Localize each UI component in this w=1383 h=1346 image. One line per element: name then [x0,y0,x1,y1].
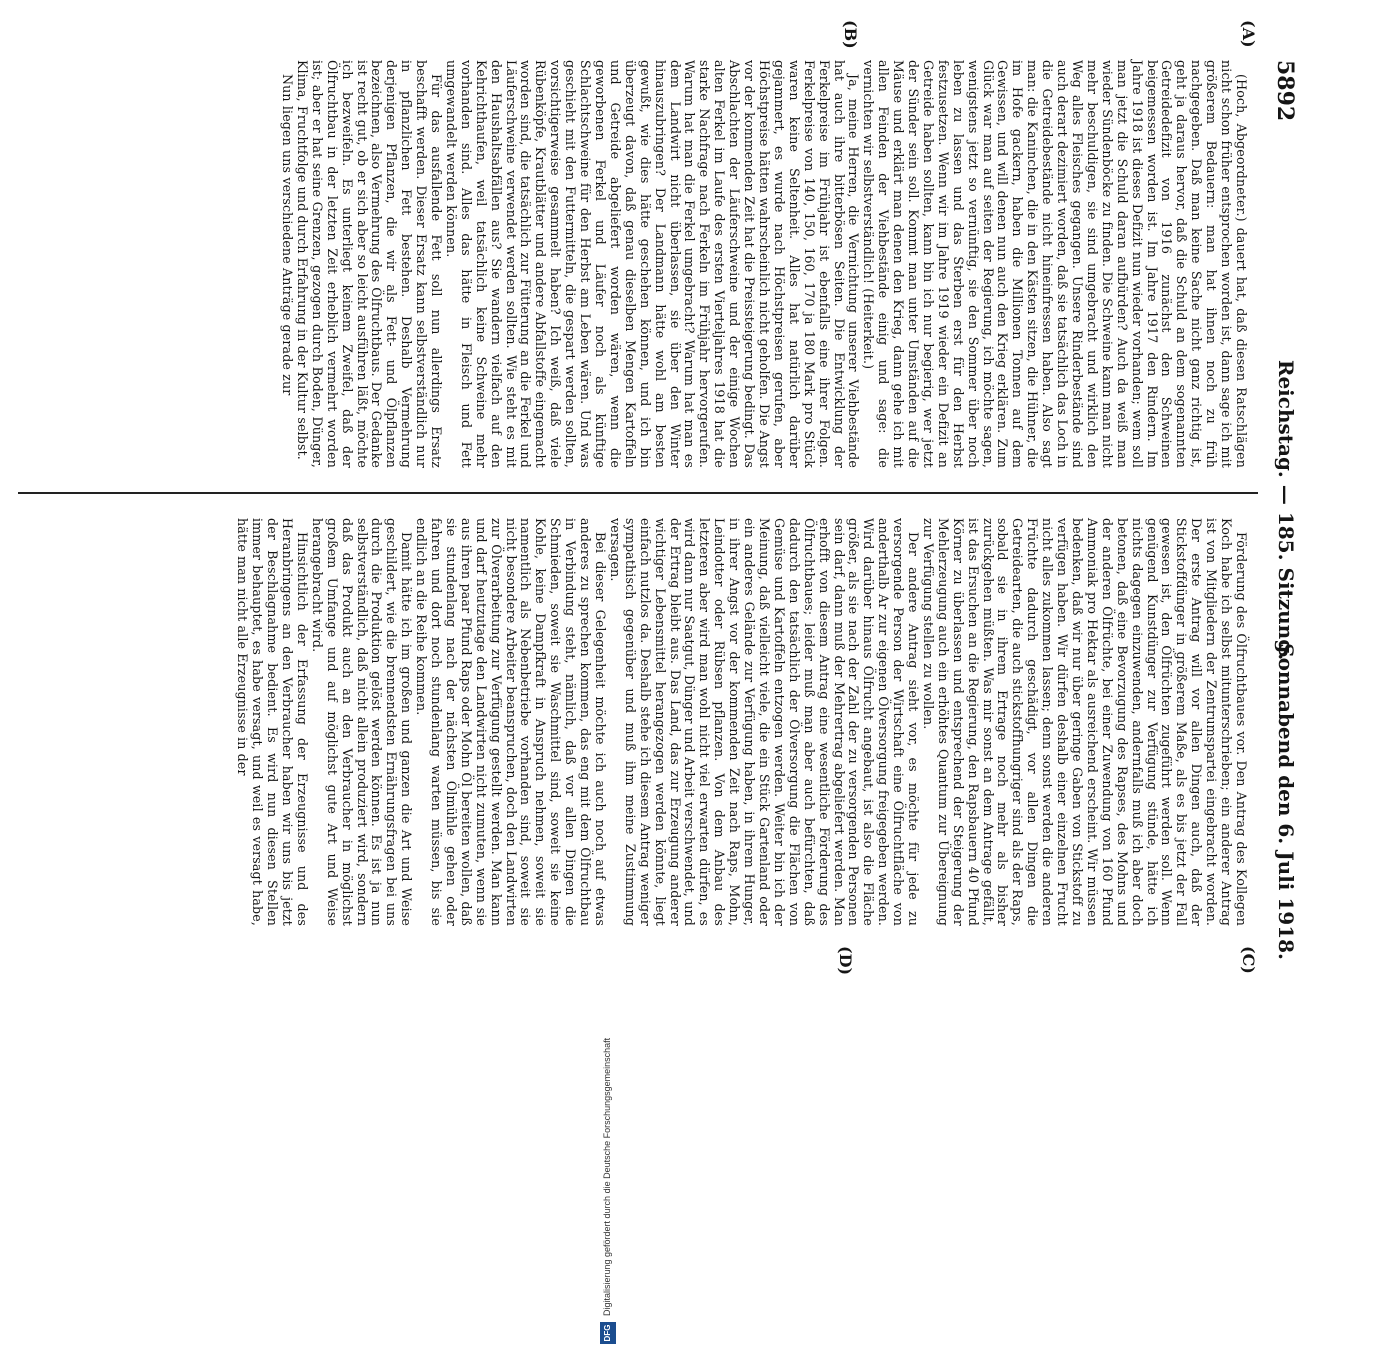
paragraph: Damit hätte ich im großen und ganzen die Art und Weise geschildert, wie die brennendsten Ernährungsfragen bei uns durch die Produktion gelöst werden können. Es ist ja nun selbstverständlich, daß nicht allein produziert wird, sondern daß das Produkt auch an den Verbraucher in möglichst großem Umfange und auf möglichst gute Art und Weise herangebracht wird. [309,518,415,926]
running-title: Reichstag. — 185. Sitzung. [1274,359,1298,661]
paragraph: Der andere Antrag sieht vor, es möchte für jede zu versorgende Person der Wirtschaft eine Ölfruchtfläche von anderthalb Ar zur eigenen Ölversorgung freigegeben werden. Wird darüber hinaus Ölfrucht angebaut, ist also die Fläche größer, als sie nach der Zahl der zu versorgenden Personen sein darf, dann muß der Mehrertrag abgeliefert werden. Man erhofft von diesem Antrag eine wesentliche Förderung des Ölfruchtbaues; leider muß man aber auch befürchten, daß dadurch den tatsächlich der Ölversorgung die Flächen von Gemüse und Kartoffeln entzogen werden. Weiter bin ich der Meinung, daß vielleicht viele, die ein Stück Gartenland oder ein anderes Gelände zur Verfügung haben, in ihrem Hunger, in ihrer Angst vor der kommenden Zeit nach Raps, Mohn, Leindotter oder Rübsen pflanzen. Von dem Anbau des letzteren aber wird man wohl nicht viel erwarten dürfen, es wird dann nur Saatgut, Dünger und Arbeit verschwendet, und der Ertrag bleibt aus. Das Land, das zur Erzeugung anderer wichtiger Lebensmittel herangezogen werden könnte, liegt einfach nutzlos da. Deshalb stehe ich diesem Antrag weniger sympathisch gegenüber und muß ihm meine Zustimmung versagen. [607,518,922,926]
credit-text: Digitalisierung gefördert durch die Deutsche Forschungsgemeinschaft [602,1037,612,1316]
margin-mark-b: (B) [841,20,860,49]
paragraph: Nun liegen uns verschiedene Anträge gerade zur [280,74,295,396]
page-header [1258,60,1298,960]
digitization-credit [600,346,620,1346]
paragraph: Förderung des Ölfruchtbaues vor. Den Antrag des Kollegen Koch habe ich selbst mitunterschrieben; ein anderer Antrag ist von Mitgliedern der Zentrumspartei eingebracht worden. Der erste Antrag will vor allen Dingen auch, daß der Stickstoffdünger in größerem Maße, als es bis jetzt der Fall gewesen ist, den Ölfrüchten zugeführt werden soll. Wenn genügend Kunstdünger zur Verfügung stünde, hätte ich nichts dagegen einzuwenden, andernfalls muß ich aber doch betonen, daß eine Bevorzugung des Rapses, des Mohns und der anderen Ölfrüchte, bei einer Zuwendung von 160 Pfund Ammoniak pro Hektar als ausreichend erscheint. Wir müssen bedenken, daß wir nur über geringe Gaben von Stickstoff zu verfügen haben. Wir dürfen deshalb einer einzelnen Frucht nicht alles zukommen lassen; denn sonst werden die anderen Früchte dadurch geschädigt, vor allen Dingen die Getreidearten, die auch stickstoffhungriger sind als der Raps, sobald sie in ihrem Ertrage noch mehr als bisher zurückgehen müßten. Was mir sonst an dem Antrage gefällt, ist das Ersuchen an die Regierung, den Rapsbauern 40 Pfund Körner zu überlassen und entsprechend der Steigerung der Mehlerzeugung auch ein erhöhtes Quantum zur Übereignung zur Verfügung stellen zu wollen. [920,518,1249,926]
paragraph: (Hoch, Abgeordneter.) dauert hat, daß diesen Ratschlägen nicht schon früher entsprochen worden ist, dann sage ich mit größerem Bedauern: man hat ihnen noch zu früh nachgegeben. Daß man keine Sache nicht ganz richtig ist, geht ja daraus hervor, daß die Schuld an dem sogenannten Getreidedefizit von 1916 zunächst den Schweinen beigemessen worden ist. Im Jahre 1917 den Rindern. Im Jahre 1918 ist dieses Defizit nun wieder vorhanden; wem soll man jetzt die Schuld daran aufbürden? Auch da weiß man wieder Sündenböcke zu finden. Die Schweine kann man nicht mehr beschuldigen, sie sind umgebracht und wirklich den Weg alles Fleisches gegangen. Unsere Rinderbestände sind auch derart dezimiert worden, daß sie tatsächlich das Loch in die Getreidebestände nicht hineinfressen haben. Also sagt man: die Kaninchen, die in den Kästen sitzen, die Hühner, die im Hofe gackern, haben die Millionen Tonnen auf dem Gewissen, und will denen nun auch den Krieg erklären. Zum Glück war man auf seiten der Regierung, ich möchte sagen, wenigstens jetzt so vernünftig, sie den Sommer über noch leben zu lassen und das Sterben erst für den Herbst festzusetzen. Wenn wir im Jahre 1919 wieder ein Defizit an Getreide haben sollten, kann bin ich nur begierig, wer jetzt der Sünder sein soll. Kommt man unter Umständen auf die Mäuse und erklärt man denen den Krieg, dann gehe ich mit allen Feinden der Viehbestände einig und sage: die vernichten wir selbstverständlich! (Heiterkeit.) [861,60,1249,468]
dfg-logo-icon: DFG [600,1322,616,1344]
text-column-right [18,518,1248,926]
column-divider [18,492,1258,494]
text-column-left [18,60,1248,468]
paragraph: Für das ausfallende Fett soll nun allerdings Ersatz beschafft werden. Dieser Ersatz kann selbstverständlich nur in pflanzlichen Fett bestehen. Deshalb Vermehrung derjenigen Pflanzen, die wir als Fett- und Ölpflanzen bezeichnen, also Vermehrung des Ölfruchtbaus. Der Gedanke ist recht gut, ob er sich aber so leicht ausführen läßt, möchte ich bezweifeln. Es unterliegt keinem Zweifel, daß der Ölfruchtbau in der letzten Zeit erheblich vermehrt worden ist; aber er hat seine Grenzen, gezogen durch Boden, Dünger, Klima, Fruchtfolge und durch Erfahrung in der Kultur selbst. [294,60,445,468]
margin-mark-c: (C) [1239,946,1258,974]
paragraph: Hinsichtlich der Erfassung der Erzeugnisse und des Heranbringens an den Verbraucher haben wir uns bis jetzt der Beschlagnahme bedient. Es wird nun diesen Stellen immer behauptet, es habe versagt, und weil es versagt habe, hätte man nicht alle Erzeugnisse in der [235,518,310,926]
page-number: 5892 [1272,60,1298,122]
session-date: Sonnabend den 6. Juli 1918. [1274,643,1298,960]
margin-mark-d: (D) [836,946,855,976]
paragraph: Bei dieser Gelegenheit möchte ich auch noch auf etwas anderes zu sprechen kommen, das eng mit dem Ölfruchtbau in Verbindung steht, nämlich, daß vor allen Dingen die Schmieden, soweit sie Waschmittel sind, soweit sie keine Kohle, keine Dampfkraft in Anspruch nehmen, soweit sie namentlich als Nebenbetriebe vorhanden sind, soweit sie nicht besondere Arbeiter beanspruchen, doch den Landwirten zur Ölverarbeitung zur Verfügung gestellt werden. Man kann und darf heutzutage den Landwirten nicht zumuten, wenn sie aus ihren paar Pfund Raps oder Mohn Öl bereiten wollen, daß sie stundenlang nach der nächsten Ölmühle gehen oder fahren und dort noch stundenlang warten müssen, bis sie endlich an die Reihe kommen. [414,518,609,926]
margin-mark-a: (A) [1239,20,1258,48]
paragraph: Ja, meine Herren, die Vernichtung unserer Viehbestände hat auch ihre bitterbösen Seiten. Die Entwicklung der Ferkelpreise im Frühjahr ist ebenfalls eine ihrer Folgen. Ferkelpreise von 140, 150, 160, 170 ja 180 Mark pro Stück waren keine Seltenheit. Alles hat natürlich darüber gejammert, es wurde nach Höchstpreisen gerufen, aber Höchstpreise hätten wahrscheinlich nicht geholfen. Die Angst vor der kommenden Zeit hat die Preissteigerung bedingt. Das Abschlachten der Läuferschweine und der einige Wochen alten Ferkel im Laufe des ersten Vierteljahres 1918 hat die starke Nachfrage nach Ferkeln im Frühjahr hervorgerufen. Warum hat man die Ferkel umgebracht? Warum hat man es dem Landwirt nicht überlassen, sie über den Winter hinauszubringen? Der Landmann hätte wohl am besten gewußt, wie dies hätte geschehen können, und ich bin überzeugt davon, daß genau dieselben Mengen Kartoffeln und Getreide abgeliefert worden wären, wenn die geworbenen Ferkel und Läufer noch als künftige Schlachtschweine für den Herbst am Leben wären. Und was geschieht mit den Futtermitteln, die gespart werden sollten, vorsichtigerweise gesammelt haben? Ich weiß, daß viele Rübenköpfe, Krautblätter und andere Abfallstoffe eingemacht worden sind, die tatsächlich zur Fütterung an die Ferkel und Läuferschweine verwendet werden sollten. Wie steht es mit den Haushaltsabfällen aus? Sie wandern vielfach auf den Kehrichthaufen, weil tatsächlich keine Schweine mehr vorhanden sind. Alles das hätte in Fleisch und Fett umgewandelt werden können. [443,60,862,468]
